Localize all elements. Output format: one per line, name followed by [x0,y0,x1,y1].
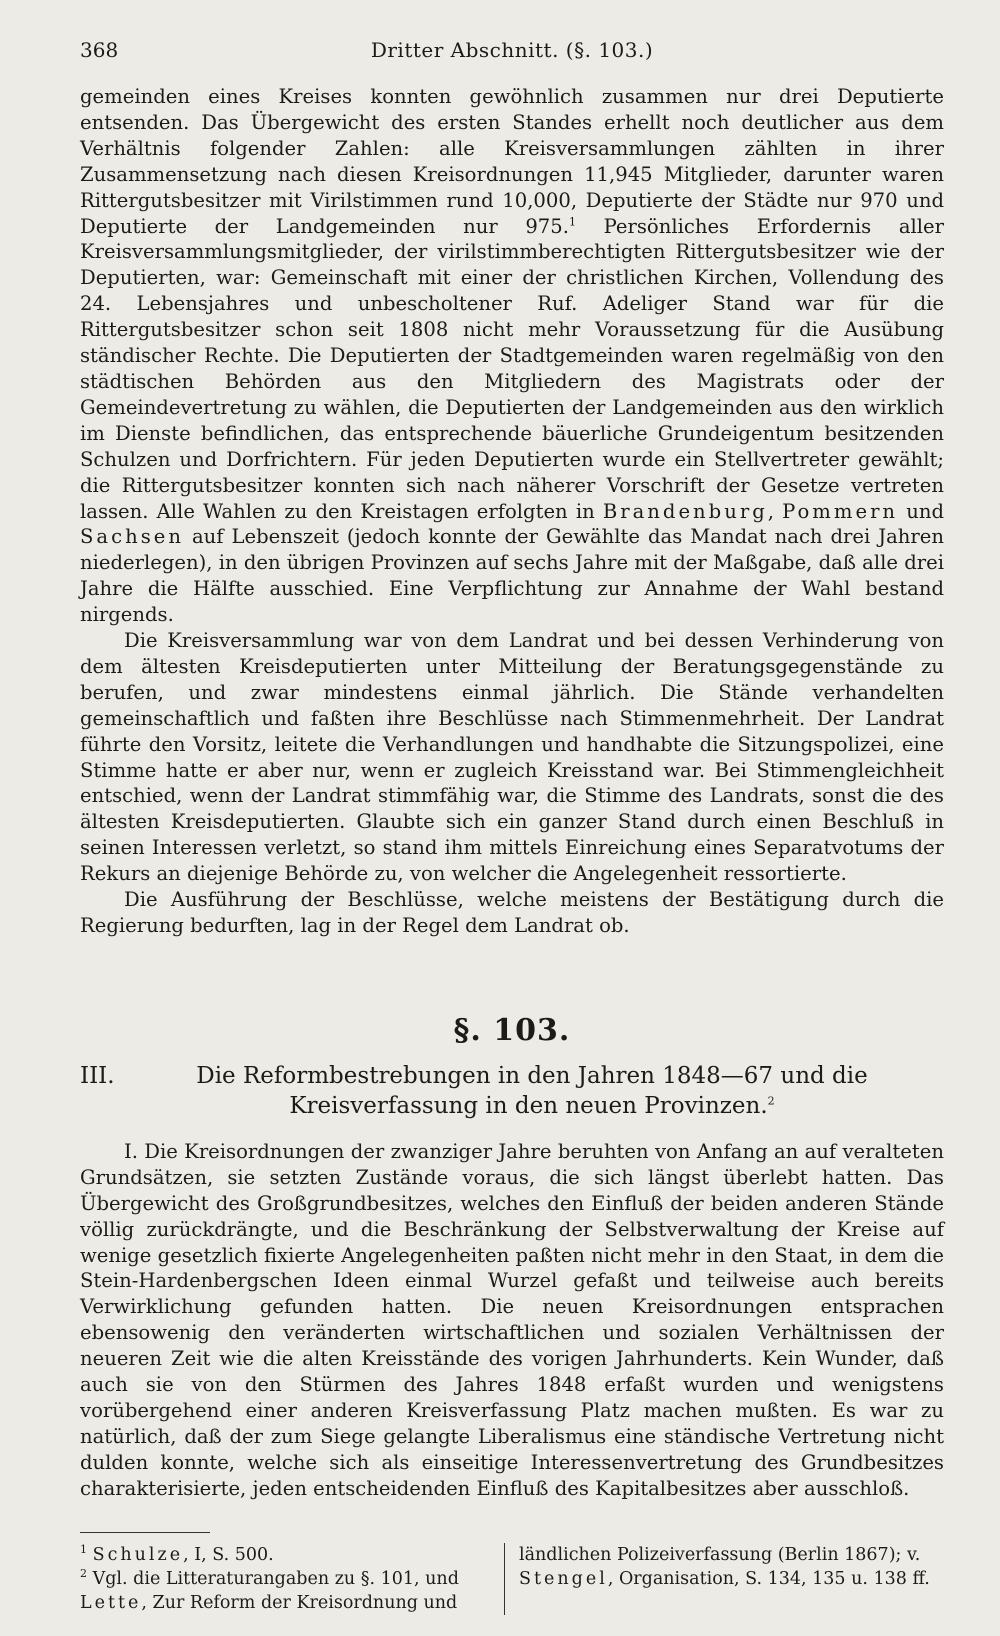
section-title: III. Die Reformbestrebungen in den Jahren 1848—67 und die Kreisverfassung in den neuen Provinzen.$^2$ [80,1062,868,1119]
section-number: §. 103. [453,1012,571,1048]
paragraph: gemeinden eines Kreises konnten gewöhnlich zusammen nur drei Deputierte entsenden. Das Übergewicht des ersten Standes erhellt noch deutlicher aus dem Verhältnis folgender Zahlen: alle Kreisversammlungen zählten in ihrer Zusammensetzung nach diesen Kreisordnungen 11,945 Mitglieder, darunter waren Rittergutsbesitzer mit Virilstimmen rund 10,000, Deputierte der Städte nur 970 und Deputierte der Landgemeinden nur 975.$^1$ Persönliches Erfordernis aller Kreisversammlungsmitglieder, der virilstimmberechtigten Rittergutsbesitzer wie der Deputierten, war: Gemeinschaft mit einer der christlichen Kirchen, Vollendung des 24. Lebensjahres und unbescholtener Ruf. Adeliger Stand war für die Rittergutsbesitzer schon seit 1808 nicht mehr Voraussetzung für die Ausübung ständischer Rechte. Die Deputierten der Stadtgemeinden waren regelmäßig von den städtischen Behörden aus den Mitgliedern des Magistrats oder der Gemeindevertretung zu wählen, die Deputierten der Landgemeinden aus den wirklich im Dienste befindlichen, das entsprechende bäuerliche Grundeigentum besitzenden Schulzen und Dorfrichtern. Für jeden Deputierten wurde ein Stellvertreter gewählt; die Rittergutsbesitzer konnten sich nach näherer Vorschrift der Gesetze vertreten lassen. Alle Wahlen zu den Kreistagen erfolgten in Brandenburg, Pommern und Sachsen auf Lebenszeit (jedoch konnte der Gewählte das Mandat nach drei Jahren niederlegen), in den übrigen Provinzen auf sechs Jahre mit der Maßgabe, daß alle drei Jahre die Hälfte ausschied. Eine Verpflichtung zur Annahme der Wahl bestand nirgends. [80,85,945,627]
paragraph: Die Ausführung der Beschlüsse, welche meistens der Bestätigung durch die Regierung bedurften, lag in der Regel dem Landrat ob. [80,888,944,937]
footnote-rule [80,1532,210,1533]
footnote-ref[interactable]: 2 [767,1094,775,1108]
footnotes-right-column [505,1543,944,1615]
footnote-ref[interactable]: 1 [568,215,576,228]
running-title: Dritter Abschnitt. (§. 103.) [370,38,654,62]
section-text [80,1139,944,1502]
spaced-name: Pommern [782,499,899,523]
page-header [80,38,944,84]
paragraph: I. Die Kreisordnungen der zwanziger Jahre beruhten von Anfang an auf veralteten Grundsätzen, sie setzten Zustände voraus, die sich längst überlebt hatten. Das Übergewicht des Großgrundbesitzes, welches den Einfluß der beiden anderen Stände völlig zurückdrängte, und die Beschränkung der Selbstverwaltung der Kreise auf wenige gesetzlich fixierte Angelegenheiten paßten nicht mehr in den Staat, in dem die Stein-Hardenbergschen Ideen einmal Wurzel gefaßt und teilweise auch bereits Verwirklichung gefunden hatten. Die neuen Kreisordnungen entsprachen ebensowenig den veränderten wirtschaftlichen und sozialen Verhältnissen der neueren Zeit wie die alten Kreisstände des vorigen Jahrhunderts. Kein Wunder, daß auch sie von den Stürmen des Jahres 1848 erfaßt wurden und wenigstens vorübergehend einer anderen Kreisverfassung Platz machen mußten. Es war zu natürlich, daß der zum Siege gelangte Liberalismus eine ständische Vertretung nicht dulden konnte, welche sich als einseitige Interessenvertretung des Grundbesitzes charakterisierte, jeden entscheidenden Einfluß des Kapitalbesitzes aber ausschloß. [80,1139,944,1500]
footnotes-left-column [80,1543,505,1615]
page-number: 368 [80,38,119,62]
section-roman-numeral: III. [80,1062,115,1089]
spaced-name: Sachsen [80,525,184,549]
footnote-1: $^1$ Schulze, I, S. 500. [80,1542,274,1565]
footnotes [80,1543,944,1615]
spaced-name: Brandenburg [602,499,768,523]
footnote-2-continued: ländlichen Polizeiverfassung (Berlin 1867); v. Stengel, Organisation, S. 134, 135 u. 138 ff. [519,1544,930,1589]
main-text [80,84,944,939]
paragraph: Die Kreisversammlung war von dem Landrat und bei dessen Verhinderung von dem ältesten Kreisdeputierten unter Mitteilung der Beratungsgegenstände zu berufen, und zwar mindestens einmal jährlich. Die Stände verhandelten gemeinschaftlich und faßten ihre Beschlüsse nach Stimmenmehrheit. Der Landrat führte den Vorsitz, leitete die Verhandlungen und handhabte die Sitzungspolizei, eine Stimme hatte er aber nur, wenn er zugleich Kreisstand war. Bei Stimmengleichheit entschied, wenn der Landrat stimmfähig war, die Stimme des Landrats, sonst die des ältesten Kreisdeputierten. Glaubte sich ein ganzer Stand durch einen Beschluß in seinen Interessen verletzt, so stand ihm mittels Einreichung eines Separatvotums der Rekurs an diejenige Behörde zu, von welcher die Angelegenheit ressortierte. [80,629,944,886]
footnote-2: $^2$ Vgl. die Litteraturangaben zu §. 101, und Lette, Zur Reform der Kreisordnung und [80,1566,459,1613]
